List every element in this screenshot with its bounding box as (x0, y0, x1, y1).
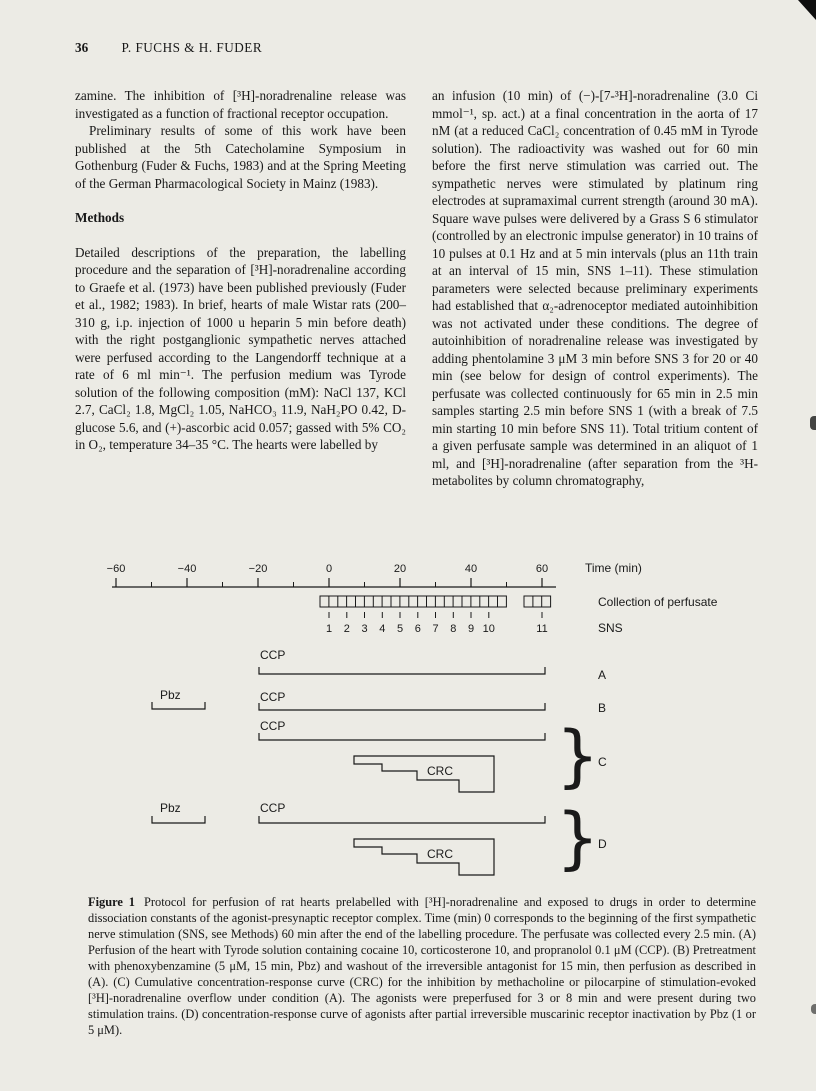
time-axis (107, 561, 642, 587)
figure-caption-text: Protocol for perfusion of rat hearts prelabelled with [³H]-noradrenaline and exposed to drugs in order to determine dissociation constants of the agonist-presynaptic receptor complex. Time (min) 0 corresponds to the beginning of the first sympathetic nerve stimulation (SNS, see Methods) 60 min after the end of the labelling procedure. The perfusate was collected every 2.5 min. (A) Perfusion of the heart with Tyrode solution containing cocaine 10, corticosterone 10, and propranolol 0.1 μM (CCP). (B) Pretreatment with phenoxybenzamine (5 μM, 15 min, Pbz) and washout of the irreversible antagonist for 15 min, then perfusion as described in (A). (C) Cumulative concentration-response curve (CRC) for the inhibition by methacholine or pilocarpine of stimulation-evoked [³H]-noradrenaline overflow under condition (A). The agonists were preperfused for 3 or 8 min and were present during two stimulation trains. (D) concentration-response curve of agonists after partial irreversible muscarinic receptor inactivation by Pbz (1 or 5 μM). (88, 895, 756, 1037)
row-d-pbz-label: Pbz (160, 801, 181, 815)
row-b-ccp-bar (259, 703, 545, 710)
axis-tick-label: 60 (535, 563, 549, 575)
row-d-crc-staircase (354, 839, 494, 875)
protocol-row-a (259, 648, 606, 682)
sns-number: 6 (414, 623, 421, 635)
protocol-row-c (259, 717, 607, 796)
scan-artifact-edge (811, 1004, 816, 1014)
left-column (75, 87, 406, 454)
row-c-ccp-label: CCP (260, 719, 286, 733)
sns-row (326, 612, 623, 635)
perfusate-box-dividers (329, 596, 498, 607)
axis-tick-label: 20 (393, 563, 407, 575)
perfusate-row-label: Collection of perfusate (598, 595, 718, 609)
body-paragraph: Detailed descriptions of the preparation, the labelling procedure and the separation of [³H]-noradrenaline according to Graefe et al. (1973) have been published previously (Fuder et al., 1982; 1983). In brief, hearts of male Wistar rats (200–310 g, i.p. injection of 1000 u heparin 5 min before death) with the right postganglionic sympathetic nerves attached were perfused according to the Langendorff technique at a rate of 6 ml min⁻¹. The perfusion medium was Tyrode solution of the following composition (mM): NaCl 137, KCl 2.7, CaCl₂ 1.8, MgCl₂ 1.05, NaHCO₃ 11.9, NaH₂PO 0.42, D-glucose 5.6, and (+)-ascorbic acid 0.057; gassed with 5% CO₂ in O₂, temperature 34–35 °C. The hearts were labelled by (75, 244, 406, 452)
axis-major-ticks (116, 578, 542, 587)
axis-tick-label: −60 (106, 563, 126, 575)
axis-tick-label: 40 (464, 563, 478, 575)
sns-number: 11 (536, 623, 548, 635)
right-column (432, 87, 758, 490)
axis-title: Time (min) (585, 561, 642, 575)
perfusate-box-dividers-late (533, 596, 542, 607)
running-head-authors: P. FUCHS & H. FUDER (121, 40, 263, 55)
perfusate-box-strip (320, 596, 506, 607)
row-d-label: D (598, 837, 607, 851)
row-a-ccp-bar (259, 667, 545, 674)
sns-train-ticks (329, 612, 542, 618)
figure1-protocol-diagram (72, 556, 762, 888)
row-d-ccp-bar (259, 816, 545, 823)
page-number: 36 (75, 40, 89, 55)
sns-number: 2 (343, 623, 350, 635)
row-d-crc-label: CRC (427, 847, 453, 861)
sns-row-label: SNS (598, 621, 623, 635)
body-paragraph: Preliminary results of some of this work have been published at the 5th Catecholamine Symposium in Gothenburg (Fuder & Fuchs, 1983) and at the Spring Meeting of the German Pharmacological Society in Mainz (1983). (75, 123, 406, 191)
row-b-pbz-label: Pbz (160, 688, 181, 702)
row-b-ccp-label: CCP (260, 690, 286, 704)
body-paragraph: an infusion (10 min) of (−)-[7-³H]-noradrenaline (3.0 Ci mmol⁻¹, sp. act.) at a final concentration in the aorta of 17 nM (at a reduced CaCl₂ concentration of 0.45 mM in Tyrode solution). The radioactivity was washed out for 60 min before the first nerve stimulation was carried out. The sympathetic nerves were stimulated by platinum ring electrodes at supramaximal current strength (around 30 mA). Square wave pulses were delivered by a Grass S 6 stimulator (controlled by an electronic impulse generator) in 10 trains of 10 pulses at 0.1 Hz and at 5 min intervals (plus an 11th train at an interval of 15 min, SNS 1–11). These stimulation parameters were selected because preliminary experiments had established that α₂-adrenoceptor mediated autoinhibition was not activated under these conditions. The degree of autoinhibition of noradrenaline release was investigated by adding phentolamine 3 μM 3 min before SNS 3 for 20 or 40 min (see below for design of control experiments). The perfusate was collected continuously for 65 min in 2.5 min samples starting 2.5 min before SNS 1 (with a break of 7.5 min starting 10 min before SNS 11). Total tritium content of a given perfusate sample was determined in an aliquot of 1 ml, and [³H]-noradrenaline (after separation from the ³H-metabolites by column chromatography, (432, 88, 758, 488)
sns-number: 9 (467, 623, 475, 635)
row-b-label: B (598, 701, 607, 715)
row-c-brace: } (556, 717, 600, 796)
protocol-row-b (152, 688, 606, 715)
row-d-ccp-label: CCP (260, 801, 286, 815)
axis-tick-label: −20 (248, 563, 268, 575)
row-d-pbz-bar (152, 816, 205, 823)
figure-caption-number: Figure 1 (88, 895, 136, 909)
row-a-label: A (598, 668, 607, 682)
axis-tick-label: −40 (177, 563, 197, 575)
sns-number: 7 (432, 623, 439, 635)
row-a-ccp-label: CCP (260, 648, 286, 662)
sns-number: 3 (361, 623, 368, 635)
sns-number: 1 (325, 623, 333, 635)
protocol-row-d (152, 799, 607, 878)
sns-number: 4 (379, 623, 386, 635)
sns-number: 5 (396, 623, 404, 635)
row-c-crc-label: CRC (427, 764, 453, 778)
scan-artifact-corner (786, 0, 816, 20)
perfusate-collection-boxes (320, 595, 718, 609)
row-c-crc-staircase (354, 756, 494, 792)
row-c-ccp-bar (259, 733, 545, 740)
page-header (75, 40, 262, 56)
scan-artifact-edge (810, 416, 816, 430)
sns-number: 10 (482, 623, 495, 635)
methods-heading: Methods (75, 210, 125, 225)
perfusate-box-strip-late (524, 596, 551, 607)
figure-caption (88, 894, 756, 1038)
axis-tick-label: 0 (325, 563, 333, 575)
body-paragraph: zamine. The inhibition of [³H]-noradrenaline release was investigated as a function of fractional receptor occupation. (75, 88, 406, 121)
row-c-label: C (598, 755, 607, 769)
row-b-pbz-bar (152, 702, 205, 709)
row-d-brace: } (556, 799, 600, 878)
sns-number: 8 (450, 623, 457, 635)
